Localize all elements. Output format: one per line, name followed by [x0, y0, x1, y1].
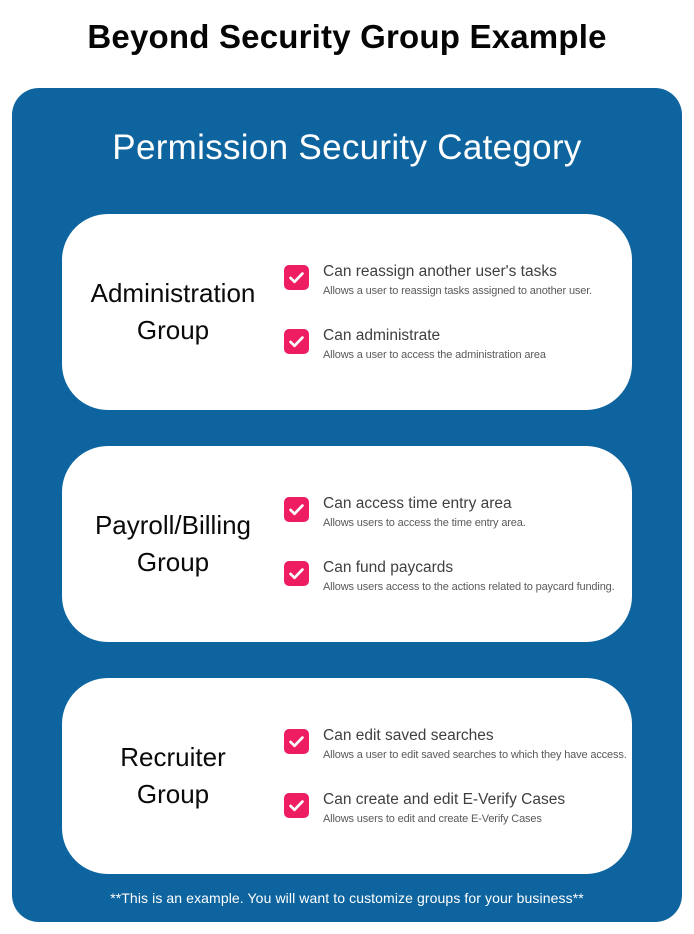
- permission-text: [323, 494, 526, 530]
- permission-label: Can edit saved searches: [323, 727, 494, 744]
- group-name: [62, 507, 284, 581]
- checkbox-checked[interactable]: [284, 329, 309, 354]
- group-name-line1: Recruiter: [120, 742, 226, 772]
- group-name-line1: Payroll/Billing: [94, 510, 252, 540]
- group-cards: [12, 214, 682, 874]
- permission-text: [323, 262, 592, 298]
- permission-list: [284, 262, 632, 362]
- permission-label: Can create and edit E-Verify Cases: [323, 791, 566, 808]
- group-name-line2: Group: [136, 315, 210, 345]
- group-name-line2: Group: [136, 779, 210, 809]
- permission-text: [323, 790, 565, 826]
- permission-description: Allows a user to reassign tasks assigned to another user.: [323, 285, 593, 297]
- group-name: [62, 739, 284, 813]
- group-name-line2: Group: [136, 547, 210, 577]
- checkbox-checked[interactable]: [284, 561, 309, 586]
- permission-list: [284, 494, 632, 594]
- group-card: [62, 214, 632, 410]
- checkmark-icon: [287, 564, 306, 583]
- permission-text: [323, 326, 546, 362]
- permission-description: Allows a user to access the administration area: [323, 349, 546, 361]
- permission-description: Allows users to edit and create E-Verify Cases: [323, 813, 542, 825]
- permission-list: [284, 726, 632, 826]
- group-card: [62, 446, 632, 642]
- permission-label: Can administrate: [323, 327, 441, 344]
- permission-text: [323, 726, 627, 762]
- permission-description: Allows users to access the time entry area.: [323, 517, 526, 529]
- permission-label: Can access time entry area: [323, 495, 512, 512]
- permission-row: [284, 262, 632, 298]
- permission-row: [284, 326, 632, 362]
- group-card: [62, 678, 632, 874]
- checkmark-icon: [287, 500, 306, 519]
- checkmark-icon: [287, 732, 306, 751]
- checkbox-checked[interactable]: [284, 265, 309, 290]
- permission-text: [323, 558, 615, 594]
- checkmark-icon: [287, 332, 306, 351]
- panel-heading: Permission Security Category: [112, 128, 582, 167]
- permission-row: [284, 558, 632, 594]
- checkbox-checked[interactable]: [284, 497, 309, 522]
- permission-label: Can fund paycards: [323, 559, 454, 576]
- checkbox-checked[interactable]: [284, 729, 309, 754]
- permission-row: [284, 494, 632, 530]
- permission-description: Allows a user to edit saved searches to which they have access.: [323, 749, 627, 761]
- security-category-panel: [12, 88, 682, 922]
- panel-footer-note: **This is an example. You will want to customize groups for your business**: [110, 890, 584, 906]
- permission-row: [284, 790, 632, 826]
- checkmark-icon: [287, 268, 306, 287]
- permission-label: Can reassign another user's tasks: [323, 263, 557, 280]
- checkbox-checked[interactable]: [284, 793, 309, 818]
- group-name-line1: Administration: [90, 278, 256, 308]
- checkmark-icon: [287, 796, 306, 815]
- group-name: [62, 275, 284, 349]
- permission-row: [284, 726, 632, 762]
- page-title: Beyond Security Group Example: [87, 18, 607, 55]
- permission-description: Allows users access to the actions related to paycard funding.: [323, 581, 615, 593]
